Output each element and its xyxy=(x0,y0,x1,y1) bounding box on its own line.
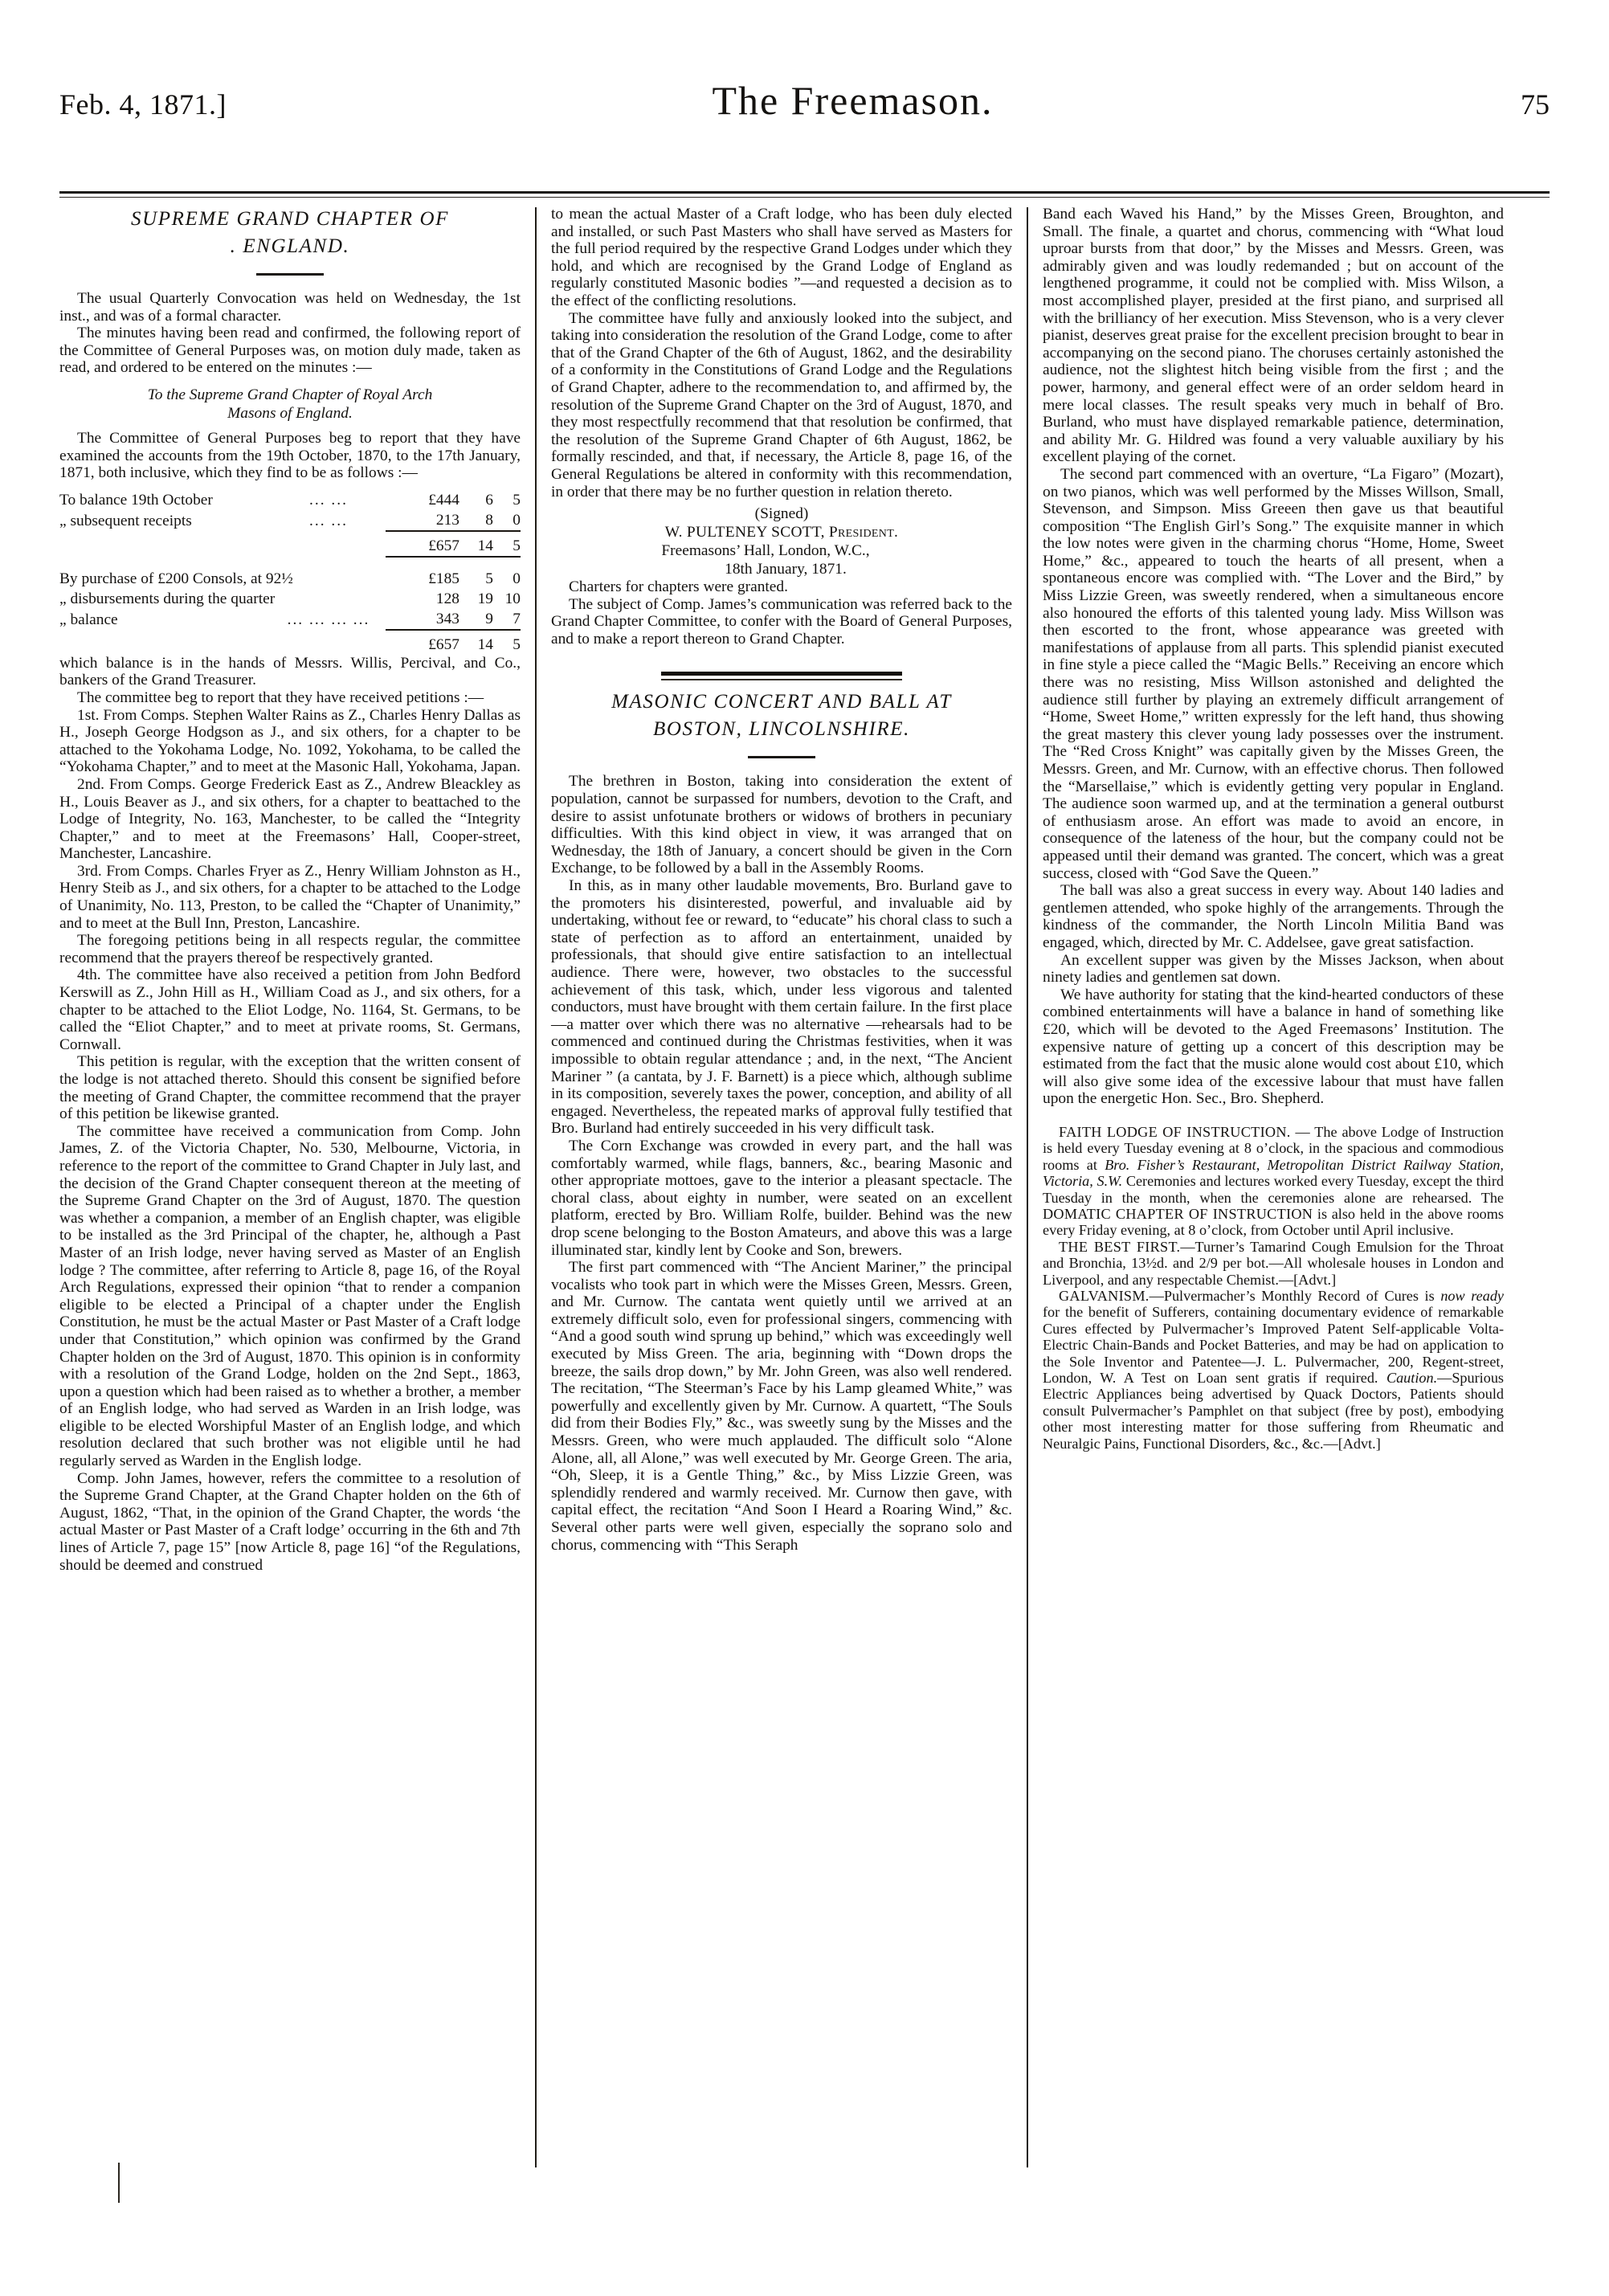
accounts-table xyxy=(59,490,521,655)
heading-line-1: SUPREME GRAND CHAPTER OF xyxy=(131,208,449,230)
account-shillings: 9 xyxy=(485,610,493,627)
advert-text: —Turner’s Tamarind Cough Emulsion for the Throat and Bronchia, 13½d. and 2/9 per bot.—All wholesale houses in London and Liverpool, and any respectable Chemist.—[Advt.] xyxy=(1043,1238,1504,1288)
account-shillings: 19 xyxy=(477,590,493,607)
advert-venue: Bro. Fisher’s Restaurant, Metropolitan District Railway Station, Victoria, S.W. xyxy=(1043,1156,1504,1190)
paragraph: The foregoing petitions being in all respects regular, the committee recommend that the prayers thereof be respectively granted. xyxy=(59,932,521,966)
account-shillings: 8 xyxy=(485,511,493,529)
leader-dots: ... ... xyxy=(309,512,348,529)
paragraph: which balance is in the hands of Messrs. Willis, Percival, and Co., bankers of the Grand Treasurer. xyxy=(59,654,521,689)
paragraph: The Corn Exchange was crowded in every part, and the hall was comfortably warmed, while flags, banners, &c., bearing Masonic and other appropriate mottoes, gave to the interior a pleasant spectacle. The choral class, about eighty in number, were seated on an excellent platform, erected by Bro. William Rolfe, builder. Behind was the new drop scene belonging to the Boston Amateurs, and above this was a large illuminated star, kindly lent by Cooke and Son, brewers. xyxy=(551,1137,1012,1259)
paragraph: The Committee of General Purposes beg to report that they have examined the accounts from the 19th October, 1870, to the 17th January, 1871, both inclusive, which they find to be as follows :— xyxy=(59,429,521,482)
paragraph: The subject of Comp. James’s communication was referred back to the Grand Chapter Committee, to confer with the Board of General Purposes, and to make a report thereon to Grand Chapter. xyxy=(551,595,1012,648)
advert-lead-in: FAITH LODGE OF INSTRUCTION. xyxy=(1059,1123,1291,1140)
addressee-line-2: Masons of England. xyxy=(227,404,353,422)
paragraph-petition-3: 3rd. From Comps. Charles Fryer as Z., Henry William Johnston as H., Henry Steib as J., and six others, for a chapter to be attached to the Lodge of Unanimity, No. 113, Preston, to be called the “Chapter of Unanimity,” and to meet at the Bull Inn, Preston, Lancashire. xyxy=(59,862,521,932)
publication-title: The Freemason. xyxy=(712,78,994,123)
paragraph: An excellent supper was given by the Misses Jackson, when about ninety ladies and gentlemen sat down. xyxy=(1043,951,1504,987)
page-number: 75 xyxy=(1521,88,1550,121)
header-rule-thick xyxy=(59,191,1550,194)
paragraph: The brethren in Boston, taking into consideration the extent of population, cannot be surpassed for numbers, devotion to the Craft, and desire to assist unfotunate brothers or widows of brothers in pecuniary difficulties. With this kind object in view, it was arranged that on Wednesday, the 18th of January, a concert should be given in the Corn Exchange, to be followed by a ball in the Assembly Rooms. xyxy=(551,773,1012,877)
column-container xyxy=(59,206,1552,2206)
paragraph-petition-4: 4th. The committee have also received a petition from John Bedford Kerswill as Z., John Hill as H., William Coad as J., and six others, for a chapter to be attached to the Eliot Lodge, No. 1164, St. Germans, to be called the “Eliot Chapter,” and to meet at private rooms, St. Germans, Cornwall. xyxy=(59,966,521,1053)
account-pounds: £185 xyxy=(428,570,459,587)
leader-dots-empty xyxy=(272,531,386,557)
advert-text: —Pulvermacher’s Monthly Record of Cures is xyxy=(1149,1287,1441,1304)
account-label-empty xyxy=(59,531,272,557)
total-shillings: 14 xyxy=(459,531,493,557)
advert-text: — The above Lodge of Instruction is held every Tuesday evening at 8 o’clock, in the spacious and commodious rooms at xyxy=(1043,1123,1504,1173)
advert-lead-in: THE BEST FIRST. xyxy=(1059,1238,1181,1255)
table-row xyxy=(59,510,521,531)
paragraph: The minutes having been read and confirmed, the following report of the Committee of General Purposes was, on motion duly made, taken as read, and ordered to be entered on the minutes :— xyxy=(59,325,521,377)
total-shillings: 14 xyxy=(459,630,493,655)
advert-domatic-chapter: DOMATIC CHAPTER OF INSTRUCTION xyxy=(1043,1205,1313,1222)
divider-line-thick xyxy=(661,672,902,676)
article-heading-supreme-grand-chapter xyxy=(59,206,521,260)
paragraph-petition-1: 1st. From Comps. Stephen Walter Rains as Z., Charles Henry Dallas as H., Joseph George Hodgson as J., and six others, for a chapter to be attached to the Yokohama Lodge, No. 1092, Yokohama, to be called the “Yokohama Chapter,” and to meet at the Masonic Hall, Yokohama, Japan. xyxy=(59,706,521,776)
paragraph: The second part commenced with an overture, “La Figaro” (Mozart), on two pianos, which was well performed by the Misses Willson, Small, Stevenson, and Simpson. Miss Greeen then gave us that beautiful composition “The English Girl’s Song.” The exquisite manner in which the low notes were given in the charming chorus “Home, Home, Sweet Home,” &c., appeared to touch the hearts of all present, when a spontaneous encore was complied with. “The Lover and the Bird,” by Miss Lizzie Green, was sweetly rendered, when a simultaneous encore also honoured the efforts of this talented young lady. Miss Willson was then escorted to the front, whose appearance was greeted with manifestations of applause from all parts. This splendid pianist executed in fine style a piece called the “Magic Bells.” Receiving an encore which there was no resisting, Miss Willson astonished and delighted the audience still further by playing an extremely difficult arrangement of “Home, Sweet Home,” written expressly for the left hand, thus showing the great mastery this clever young lady possesses over the instrument. The “Red Cross Knight” was capitally given by the Misses Green, the Messrs. Green, and Mr. Curnow, with an effective chorus. Then followed the “Marsellaise,” which is evidently getting very popular in England. The audience soon warmed up, and at the termination a general outburst of enthusiasm arose. An effort was made to avoid an encore, in consequence of the lateness of the hour, but the company could not be appeased until their demand was granted. The concert, which was a great success, closed with “God Save the Queen.” xyxy=(1043,465,1504,882)
heading-line-1: MASONIC CONCERT AND BALL AT xyxy=(611,691,952,713)
issue-date: Feb. 4, 1871.] xyxy=(59,88,227,121)
column-two xyxy=(537,206,1027,2206)
paragraph: This petition is regular, with the exception that the written consent of the lodge is not attached thereto. Should this consent be signified before the meeting of Grand Chapter, the committee recommend that the prayer of this petition be likewise granted. xyxy=(59,1053,521,1123)
account-pence: 0 xyxy=(513,570,521,587)
addressee-line-1: To the Supreme Grand Chapter of Royal Arch xyxy=(147,386,433,403)
account-label: „ subsequent receipts xyxy=(59,512,192,529)
paragraph-petition-2: 2nd. From Comps. George Frederick East as Z., Andrew Bleackley as H., Louis Beaver as J., and six others, for a chapter to beattached to the Lodge of Integrity, No. 163, Manchester, to be called the “Integrity Chapter,” and to meet at the Freemasons’ Hall, Cooper-street, Manchester, Lancashire. xyxy=(59,775,521,863)
paragraph: We have authority for stating that the kind-hearted conductors of these combined entertainments will have a balance in hand of something like £20, which will be devoted to the Aged Freemasons’ Institution. The expensive nature of getting up a concert of this description may be estimated from the fact that the music alone would cost about £10, which will also give some idea of the excessive labour that must have fallen upon the energetic Hon. Sec., Bro. Shepherd. xyxy=(1043,986,1504,1108)
advert-galvanism xyxy=(1043,1288,1504,1452)
signature-place: Freemasons’ Hall, London, W.C., xyxy=(661,542,870,560)
heading-line-2: BOSTON, LINCOLNSHIRE. xyxy=(653,718,910,741)
account-label: „ balance xyxy=(59,611,118,628)
advert-text: —Spurious Electric Appliances being advertised by Quack Doctors, Patients should consult Pulvermacher’s Pamphlet on that subject (free by post), embodying other most interesting matter for those suffering from Rheumatic and Neuralgic Pains, Functional Disorders, &c., &c.—[Advt.] xyxy=(1043,1369,1504,1452)
total-pounds: £657 xyxy=(386,630,459,655)
heading-line-2: . ENGLAND. xyxy=(230,235,350,257)
signed-label: (Signed) xyxy=(754,505,809,523)
account-label: To balance 19th October xyxy=(59,491,213,509)
page-corner-mark xyxy=(118,2163,120,2203)
advert-lead-in: GALVANISM. xyxy=(1059,1287,1150,1304)
paragraph: The usual Quarterly Convocation was held on Wednesday, the 1st inst., and was of a formal character. xyxy=(59,290,521,325)
total-pounds: £657 xyxy=(386,531,459,557)
account-pounds: 128 xyxy=(435,590,459,607)
paragraph: In this, as in many other laudable movements, Bro. Burland gave to the promoters his disinterested, powerful, and invaluable aid by undertaking, without fee or reward, to “educate” his choral class to such a state of perfection as to afford an entertainment, unaided by professionals, that should give entire satisfaction to an intellectual audience. There were, however, two obstacles to the successful achievement of this task, which, under less vigorous and talented conductors, must have brought with them certain failure. In the first place—a matter over which there was no alternative —rehearsals had to be commenced and continued during the Christmas festivities, when it was impossible to obtain regular attendance ; and, in the next, “The Ancient Mariner ” (a cantata, by J. F. Barnett) is a piece which, although sublime in its composition, severely taxes the power, conception, and ability of all engaged. Nevertheless, the repeated marks of approval fully testified that Bro. Burland had entirely succeeded in his very difficult task. xyxy=(551,877,1012,1138)
advert-emphasis: now ready xyxy=(1440,1287,1504,1304)
table-spacer xyxy=(59,557,521,569)
table-row xyxy=(59,609,521,630)
account-pence: 5 xyxy=(513,491,521,509)
advert-text: is also held in the above rooms every Friday evening, at 8 o’clock, from October until April inclusive. xyxy=(1043,1205,1504,1239)
leader-dots-empty xyxy=(272,630,386,655)
table-row xyxy=(59,490,521,510)
signature-date: 18th January, 1871. xyxy=(725,561,847,578)
leader-dots: ... ... ... ... xyxy=(287,611,370,628)
masthead xyxy=(59,77,1550,137)
section-divider-double xyxy=(661,672,902,680)
paragraph: The committee have received a communication from Comp. John James, Z. of the Victoria Chapter, No. 530, Melbourne, Victoria, in reference to the report of the committee to Grand Chapter in July last, and the decision of the Grand Chapter consequent thereon at the meeting of the Supreme Grand Chapter on the 3rd of August, 1870. The question was whether a companion, a member of an English chapter, was eligible to be installed as the 3rd Principal of the chapter, he, although a Past Master of an Irish lodge, never having served as Master of an English lodge ? The committee, after referring to Article 8, page 16, of the Royal Arch Regulations, expressed their opinion “that to render a companion eligible to be elected a Principal of a chapter under the English Constitution, he must be the actual Master or Past Master of a Craft lodge under that Constitution,” which opinion was confirmed by the Grand Chapter holden on the 3rd of August, 1870. This opinion is in conformity with a resolution of the Grand Lodge, holden on the 2nd Sept., 1863, upon a question which had been raised as to whether a brother, a member of an English lodge, who had served as Warden in an Irish lodge, was eligible to be elected Worshipful Master of an English lodge, and which resolution declared that such brother was not eligible until he had regularly served as Warden in the English lodge. xyxy=(59,1122,521,1470)
divider-line-thin xyxy=(661,679,902,680)
total-pence: 5 xyxy=(493,630,521,655)
paragraph: Comp. John James, however, refers the committee to a resolution of the Supreme Grand Chapter, at the Grand Chapter holden on the 6th of August, 1862, “That, in the opinion of the Grand Chapter, the words ‘the actual Master or Past Master of a Craft lodge’ occurring in the 6th and 7th lines of Article 7, page 15” [now Article 8, page 16] “of the Regulations, should be deemed and construed xyxy=(59,1469,521,1574)
leader-dots: ... ... xyxy=(309,491,348,509)
account-label-empty xyxy=(59,630,272,655)
table-row xyxy=(59,569,521,589)
advert-best-first xyxy=(1043,1239,1504,1288)
heading-divider xyxy=(256,273,324,276)
report-addressee xyxy=(59,386,521,423)
paragraph: The first part commenced with “The Ancient Mariner,” the principal vocalists who took part in which were the Misses Green, Messrs. Green, and Mr. Curnow. The cantata went quietly until we arrived at an extremely difficult solo, even for professional singers, commencing with “And a good south wind sprung up behind,” which was exceedingly well executed by Miss Green. The aria, beginning with “Down drops the breeze, the sails drop down,” by Mr. John Green, was also well rendered. The recitation, “The Steerman’s Face by his Lamp gleamed White,” was powerfully and excellently given by Mr. Curnow. A quartett, “The Souls did from their Bodies Fly,” &c., was sweetly sung by the Misses and the Messrs. Green, who were much applauded. The difficult solo “Alone Alone, all, all Alone,” was well executed by Mr. George Green. The aria, “Oh, Sleep, it is a Gentle Thing,” &c., by Miss Lizzie Green, was splendidly rendered and warmly received. Mr. Curnow then gave, with capital effect, the recitation “And Soon I Heard a Roaring Wind,” &c. Several other parts were well given, especially the soprano solo and chorus, commencing with “This Seraph xyxy=(551,1259,1012,1554)
account-label: „ disbursements during the quarter xyxy=(59,590,276,607)
account-pence: 10 xyxy=(504,590,521,607)
paragraph: Charters for chapters were granted. xyxy=(569,578,788,596)
total-pence: 5 xyxy=(493,531,521,557)
paragraph: to mean the actual Master of a Craft lodge, who has been duly elected and installed, or such Past Masters who shall have served as Masters for the full period required by the respective Grand Lodges under which they hold, and which are recognised by the Grand Lodge of England as regularly constituted Masonic bodies ”—and requested a decision as to the effect of the conflicting resolutions. xyxy=(551,206,1012,309)
account-label: By purchase of £200 Consols, at 92½ xyxy=(59,570,293,587)
paragraph: The committee have fully and anxiously looked into the subject, and taking into consideration the resolution of the Grand Lodge, come to after that of the Grand Chapter of the 6th of August, 1862, and the desirability of a conformity in the Constitutions of Grand Lodge and the Regulations of Grand Chapter, adhere to the recommendation to, and affirmed by, the resolution of the Supreme Grand Chapter on the 3rd of August, 1870, and they most respectfully recommend that that resolution be confirmed, that the resolution of the Supreme Grand Chapter of 6th August, 1862, be formally rescinded, and that, if necessary, the Article 8, page 16, of the General Regulations be altered in conformity with this recommendation, in order that there may be no further question in relation thereto. xyxy=(551,309,1012,500)
paragraph: Band each Waved his Hand,” by the Misses Green, Broughton, and Small. The finale, a quartet and chorus, commencing with “What loud uproar bursts from that door,” by the Misses and Messrs. Green, was admirably given and was loudly redemanded ; but on account of the lengthened programme, it could not be complied with. Miss Wilson, a most accomplished player, presided at the first piano, and surprised all with the brilliancy of her execution. Miss Stevenson, who is a very clever pianist, deserves great praise for the excellent precision brought to bear in accompanying on the second piano. The choruses certainly astonished the audience, not the slightest hitch being visible from the first ; and the power, harmony, and general effect were of an order seldom heard in mere local classes. The result speaks very much in behalf of Bro. Burland, who must have displayed remarkable patience, determination, and ability Mr. G. Hildred was found a very valuable auxiliary by his excellent playing of the cornet. xyxy=(1043,206,1504,466)
account-pence: 0 xyxy=(513,511,521,529)
article-heading-masonic-concert xyxy=(551,688,1012,743)
advert-caution-label: Caution. xyxy=(1386,1369,1438,1386)
account-pounds: £444 xyxy=(428,491,459,509)
heading-divider xyxy=(748,756,815,758)
paragraph: The committee beg to report that they have received petitions :— xyxy=(77,688,484,706)
column-three xyxy=(1028,206,1504,2206)
advertisements-block xyxy=(1043,1124,1504,1452)
advert-text: Ceremonies and lectures worked every Tuesday, except the third Tuesday in the month, when the ceremonies alone are rehearsed. The xyxy=(1043,1173,1504,1206)
header-rule-thin xyxy=(59,197,1550,198)
table-row-total xyxy=(59,630,521,655)
account-shillings: 6 xyxy=(485,491,493,509)
signatory: W. PULTENEY SCOTT, President. xyxy=(664,524,899,541)
table-row xyxy=(59,589,521,609)
advert-text: for the benefit of Sufferers, containing documentary evidence of remarkable Cures effected by Pulvermacher’s Improved Patent Self-applicable Volta-Electric Chain-Bands and Pocket Batteries, and may be had on application to the Sole Inventor and Patentee—J. L. Pulvermacher, 200, Regent-street, London, W. A Test on Loan sent gratis if required. xyxy=(1043,1304,1504,1386)
account-pounds: 213 xyxy=(435,511,459,529)
column-one xyxy=(59,206,535,2206)
account-shillings: 5 xyxy=(485,570,493,587)
paragraph: The ball was also a great success in every way. About 140 ladies and gentlemen attended, who spoke highly of the arrangements. Through the kindness of the commander, the North Lincoln Militia Band was engaged, which, directed by Mr. C. Addelsee, gave great satisfaction. xyxy=(1043,882,1504,951)
table-row-total xyxy=(59,531,521,557)
account-pence: 7 xyxy=(513,610,521,627)
advert-faith-lodge xyxy=(1043,1124,1504,1239)
account-pounds: 343 xyxy=(435,610,459,627)
